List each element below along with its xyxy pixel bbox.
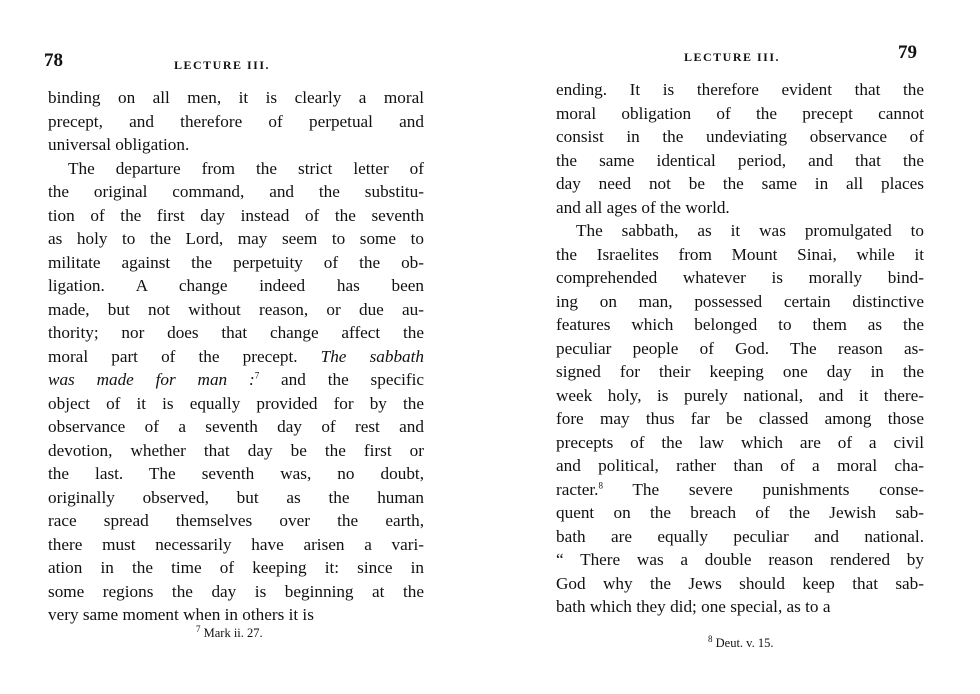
text-line [48, 86, 424, 110]
text-line [48, 368, 424, 392]
text-line [48, 509, 424, 533]
line-text: object of it is equally provided for by the [48, 393, 424, 413]
text-line [48, 251, 424, 275]
text-line [556, 548, 924, 572]
page-body [556, 78, 924, 619]
text-line [556, 313, 924, 337]
footnote-text: Mark ii. 27. [203, 626, 263, 640]
text-line [556, 595, 924, 619]
line-text: and political, rather than of a moral cha- [556, 456, 924, 475]
line-text: thority; nor does that change affect the [48, 323, 424, 342]
italic-text: The sabbath [320, 346, 425, 366]
line-text: day need not be the same in all places [556, 174, 924, 193]
line-text: ing on man, possessed certain distinctive [556, 291, 924, 311]
line-text: the last. The seventh was, no doubt, [48, 464, 424, 483]
text-line [48, 415, 424, 439]
text-line [556, 454, 924, 478]
line-text: tion of the first day instead of the seventh [48, 205, 424, 225]
text-line [556, 431, 924, 455]
text-line [556, 501, 924, 525]
text-line [48, 110, 424, 134]
line-text: fore may thus far be classed among those [556, 409, 924, 428]
text-line [48, 580, 424, 604]
line-text: consist in the undeviating observance of [556, 127, 924, 146]
line-text: “ There was a double reason rendered by [556, 550, 924, 569]
text-line [556, 219, 924, 243]
text-line [48, 204, 424, 228]
text-line [48, 345, 424, 369]
text-line [48, 603, 424, 627]
footnote-reference: 7 [254, 370, 260, 381]
line-text: signed for their keeping one day in the [556, 362, 924, 381]
text-line [48, 533, 424, 557]
text-line [48, 298, 424, 322]
text-line [556, 478, 924, 502]
text-line [48, 321, 424, 345]
italic-text: was made for man : [48, 370, 255, 389]
text-line [556, 196, 924, 220]
line-text: originally observed, but as the human [48, 487, 424, 507]
line-text: binding on all men, it is clearly a moral [48, 88, 424, 107]
footnote [708, 633, 774, 651]
text-line [48, 439, 424, 463]
line-text: racter. [556, 479, 599, 499]
text-line [556, 172, 924, 196]
footnote-reference: 8 [598, 479, 603, 490]
line-text: very same moment when in others it is [48, 605, 314, 624]
line-text: moral part of the precept. [48, 346, 321, 366]
text-line [48, 274, 424, 298]
line-text: observance of a seventh day of rest and [48, 417, 424, 436]
page-number: 78 [44, 50, 63, 71]
text-line [556, 290, 924, 314]
line-text: as holy to the Lord, may seem to some to [48, 229, 424, 248]
text-line [556, 243, 924, 267]
line-text: precept, and therefore of perpetual and [48, 111, 424, 131]
text-line [556, 572, 924, 596]
right-page [490, 0, 980, 694]
text-line [48, 556, 424, 580]
line-text: race spread themselves over the earth, [48, 511, 424, 530]
line-text: The severe punishments conse- [602, 479, 924, 499]
line-text: universal obligation. [48, 135, 190, 154]
text-line [556, 125, 924, 149]
line-text: precepts of the law which are of a civil [556, 432, 924, 452]
text-line [48, 133, 424, 157]
line-text: the same identical period, and that the [556, 150, 924, 170]
line-text: quent on the breach of the Jewish sab- [556, 503, 924, 522]
text-line [556, 149, 924, 173]
line-text: features which belonged to them as the [556, 315, 924, 334]
running-head: LECTURE III. [684, 50, 781, 64]
line-text: and the specific [259, 370, 424, 389]
text-line [556, 360, 924, 384]
line-text: the original command, and the substitu- [48, 182, 424, 201]
text-line [48, 486, 424, 510]
line-text: week holy, is purely national, and it there- [556, 385, 924, 405]
footnote-mark: 7 [196, 623, 201, 634]
line-text: bath are equally peculiar and national. [556, 526, 924, 546]
text-line [556, 78, 924, 102]
text-line [48, 157, 424, 181]
page-body [48, 86, 424, 627]
line-text: there must necessarily have arisen a vari- [48, 534, 424, 554]
line-text: God why the Jews should keep that sab- [556, 573, 924, 593]
line-text: militate against the perpetuity of the ob- [48, 252, 424, 272]
line-text: peculiar people of God. The reason as- [556, 338, 924, 358]
text-line [48, 462, 424, 486]
running-head: LECTURE III. [174, 58, 271, 72]
footnote [196, 623, 263, 641]
line-text: moral obligation of the precept cannot [556, 103, 924, 123]
text-line [48, 227, 424, 251]
line-text: ending. It is therefore evident that the [556, 80, 924, 99]
line-text: ligation. A change indeed has been [48, 276, 424, 295]
text-line [556, 384, 924, 408]
footnote-mark: 8 [708, 633, 713, 644]
text-line [556, 525, 924, 549]
line-text: devotion, whether that day be the first or [48, 440, 424, 460]
text-line [556, 266, 924, 290]
page-number: 79 [898, 42, 917, 63]
text-line [556, 102, 924, 126]
line-text: The departure from the strict letter of [68, 158, 424, 178]
line-text: bath which they did; one special, as to a [556, 597, 831, 616]
text-line [556, 337, 924, 361]
line-text: the Israelites from Mount Sinai, while it [556, 244, 924, 264]
text-line [48, 180, 424, 204]
line-text: some regions the day is beginning at the [48, 581, 424, 601]
line-text: made, but not without reason, or due au- [48, 299, 424, 319]
line-text: ation in the time of keeping it: since in [48, 558, 424, 577]
text-line [556, 407, 924, 431]
line-text: comprehended whatever is morally bind- [556, 268, 924, 287]
line-text: and all ages of the world. [556, 197, 730, 217]
line-text: The sabbath, as it was promulgated to [576, 221, 924, 240]
text-line [48, 392, 424, 416]
footnote-text: Deut. v. 15. [715, 636, 774, 650]
